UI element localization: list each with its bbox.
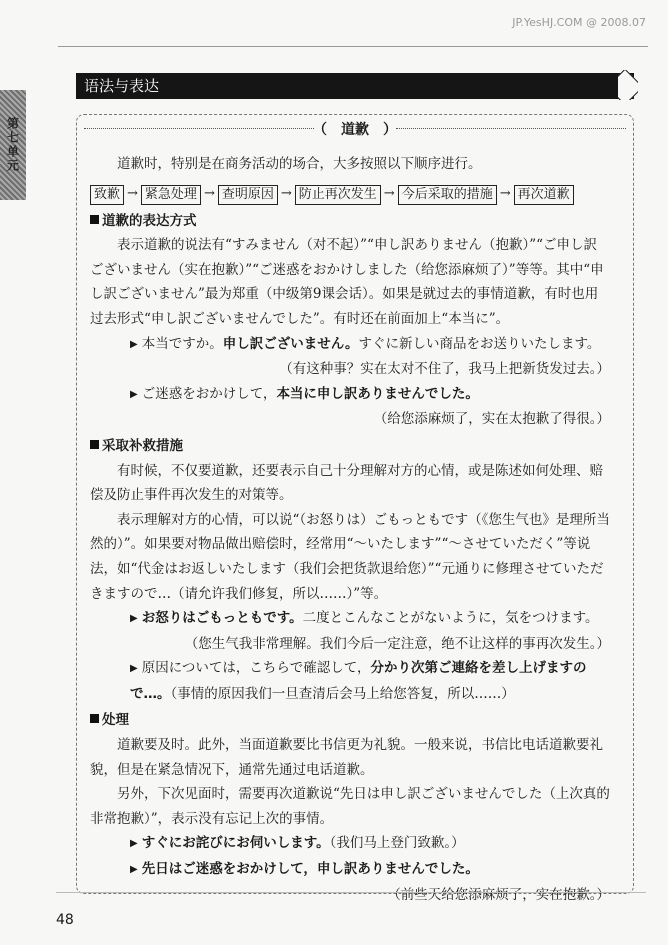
flow-step: 查明原因 bbox=[218, 185, 278, 205]
flow-step: 再次道歉 bbox=[514, 185, 574, 205]
box-title: （ 道歉 ） bbox=[313, 122, 397, 138]
flow-step: 致歉 bbox=[90, 185, 124, 205]
triangle-bullet-icon: ▶ bbox=[130, 613, 138, 625]
example-translation: （给您添麻烦了，实在太抱歉了得很。） bbox=[373, 411, 610, 428]
content-body bbox=[90, 152, 610, 907]
square-bullet-icon bbox=[90, 714, 99, 723]
paragraph: 另外，下次见面时，需要再次道歉说“先日は申し訳ございませんでした（上次真的非常抱歉）”，表示没有忘记上次的事情。 bbox=[90, 786, 610, 827]
section-heading: 道歉的表达方式 bbox=[90, 209, 610, 234]
triangle-bullet-icon: ▶ bbox=[130, 388, 138, 400]
section-heading: 处理 bbox=[90, 708, 610, 733]
footer-rule bbox=[56, 892, 646, 893]
page-number: 48 bbox=[56, 912, 74, 928]
example-sentence: ▶ お怒りはごもっともです。二度とこんなことがないように，気をつけます。 bbox=[130, 610, 599, 627]
section-title-bar bbox=[76, 73, 634, 99]
paragraph: 表示理解对方的心情，可以说“（お怒りは）ごもっともです（《您生气也》是理所当然的）”。如果要对物品做出赔偿时，经常用“～いたします”“～させていただく”等说法，如“代金はお返しいたします（我们会把货款退给您）”“元通りに修理させていただきますので…（请允许我们修复，所以……）”等。 bbox=[90, 511, 610, 602]
flow-step: 今后采取的措施 bbox=[398, 185, 497, 205]
example-sentence: ▶ 先日はご迷惑をおかけして，申し訳ありませんでした。 bbox=[130, 861, 479, 878]
triangle-bullet-icon: ▶ bbox=[130, 663, 138, 675]
square-bullet-icon bbox=[90, 215, 99, 224]
triangle-bullet-icon: ▶ bbox=[130, 838, 138, 850]
chapter-side-tab bbox=[0, 90, 26, 200]
example-sentence: ▶ 原因については，こちらで確認して，分かり次第ご連絡を差し上げますので…。（事情的原因我们一旦查清后会马上给您答复，所以……） bbox=[130, 660, 587, 702]
flow-arrow: → bbox=[383, 186, 395, 202]
square-bullet-icon bbox=[90, 440, 99, 449]
example-translation: （您生气我非常理解。我们今后一定注意，绝不让这样的事再次发生。） bbox=[184, 635, 610, 652]
flow-step: 防止再次发生 bbox=[295, 185, 381, 205]
watermark: JP.YesHJ.COM @ 2008.07 bbox=[512, 16, 646, 29]
example-sentence: ▶ ご迷惑をおかけして，本当に申し訳ありませんでした。 bbox=[130, 385, 479, 402]
section-bar-corner bbox=[618, 70, 638, 100]
example-sentence: ▶ 本当ですか。申し訳ございません。すぐに新しい商品をお送りいたします。 bbox=[130, 335, 601, 352]
paragraph: 表示道歉的说法有“すみません（对不起）”“申し訳ありません（抱歉）”“ご申し訳ございません（实在抱歉）”“ご迷惑をおかけしました（给您添麻烦了）”等等。其中“申し訳ございません”最为郑重（中级第9课会话）。如果是就过去的事情道歉，有时也用过去形式“申し訳ございませんでした”。有时还在前面加上“本当に”。 bbox=[90, 237, 604, 327]
side-tab-label: 第七单元 bbox=[5, 117, 20, 173]
header-rule bbox=[58, 46, 648, 47]
flow-arrow: → bbox=[499, 186, 511, 202]
example-sentence: ▶ すぐにお詫びにお伺いします。（我们马上登门致歉。） bbox=[130, 835, 465, 852]
paragraph: 道歉要及时。此外，当面道歉要比书信更为礼貌。一般来说，书信比电话道歉要礼貌，但是在紧急情况下，通常先通过电话道歉。 bbox=[90, 737, 603, 778]
example-translation: （前些天给您添麻烦了，实在抱歉。） bbox=[387, 886, 610, 903]
flow-arrow: → bbox=[127, 186, 138, 202]
box-title-row bbox=[84, 118, 626, 138]
section-title: 语法与表达 bbox=[84, 77, 160, 95]
box-title-rule-right bbox=[396, 128, 626, 129]
triangle-bullet-icon: ▶ bbox=[130, 338, 138, 350]
flow-arrow: → bbox=[203, 186, 215, 202]
flow-arrow: → bbox=[280, 186, 292, 202]
apology-flow bbox=[90, 183, 610, 207]
example-translation: （有这种事？实在太对不住了，我马上把新货发过去。） bbox=[279, 361, 610, 378]
triangle-bullet-icon: ▶ bbox=[130, 864, 138, 876]
section-heading: 采取补救措施 bbox=[90, 434, 610, 459]
paragraph: 有时候，不仅要道歉，还要表示自己十分理解对方的心情，或是陈述如何处理、赔偿及防止事件再次发生的对策等。 bbox=[90, 462, 603, 504]
intro-paragraph: 道歉时，特别是在商务活动的场合，大多按照以下顺序进行。 bbox=[117, 156, 482, 172]
flow-step: 紧急处理 bbox=[141, 185, 201, 205]
